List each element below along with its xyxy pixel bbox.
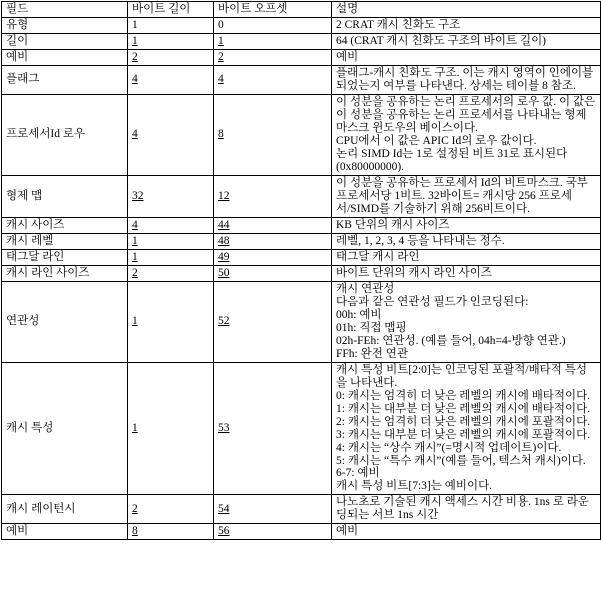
description-cell: 64 (CRAT 캐시 친화도 구조의 바이트 길이)	[332, 33, 601, 49]
byte-length-cell: 1	[128, 33, 214, 49]
table-row	[2, 495, 601, 524]
crat-cache-affinity-table	[1, 1, 601, 540]
byte-offset-cell: 49	[214, 249, 332, 265]
byte-length-cell: 2	[128, 265, 214, 281]
field-cell: 길이	[2, 33, 128, 49]
field-cell: 예비	[2, 49, 128, 65]
description-cell: 태그달 캐시 라인	[332, 249, 601, 265]
byte-length-cell: 1	[128, 233, 214, 249]
table-row	[2, 175, 601, 217]
table-row	[2, 249, 601, 265]
byte-length-cell: 1	[128, 281, 214, 362]
description-cell: 2 CRAT 캐시 친화도 구조	[332, 17, 601, 33]
field-cell: 캐시 레이턴시	[2, 495, 128, 524]
byte-length-cell: 1	[128, 362, 214, 495]
field-cell: 태그달 라인	[2, 249, 128, 265]
description-cell: 예비	[332, 524, 601, 540]
byte-offset-cell: 1	[214, 33, 332, 49]
table-row	[2, 65, 601, 94]
table-row	[2, 281, 601, 362]
description-cell: 이 성분을 공유하는 프로세서 Id의 비트마스크. 국부 프로세서당 1비트. 32바이트= 캐시당 256 프로세서/SIMD를 기술하기 위해 256비트이다.	[332, 175, 601, 217]
byte-length-cell: 8	[128, 524, 214, 540]
table-row	[2, 49, 601, 65]
table-row	[2, 33, 601, 49]
byte-offset-cell: 56	[214, 524, 332, 540]
byte-offset-cell: 12	[214, 175, 332, 217]
field-cell: 연관성	[2, 281, 128, 362]
field-cell: 플래그	[2, 65, 128, 94]
description-cell: 레벨, 1, 2, 3, 4 등을 나타내는 정수.	[332, 233, 601, 249]
byte-length-cell: 2	[128, 495, 214, 524]
byte-offset-cell: 50	[214, 265, 332, 281]
field-cell: 예비	[2, 524, 128, 540]
field-cell: 캐시 라인 사이즈	[2, 265, 128, 281]
field-cell: 유형	[2, 17, 128, 33]
byte-offset-cell: 48	[214, 233, 332, 249]
header-row	[2, 2, 601, 18]
description-cell: 나노초로 기술된 캐시 액세스 시간 비용. 1ns 로 라운딩되는 서브 1ns 시간	[332, 495, 601, 524]
description-cell: KB 단위의 캐시 사이즈	[332, 217, 601, 233]
col-header-field: 필드	[2, 2, 128, 18]
description-cell: 플래그-캐시 친화도 구조. 이는 캐시 영역이 인에이블되었는지 여부를 나타낸다. 상세는 테이블 8 참조.	[332, 65, 601, 94]
byte-length-cell: 32	[128, 175, 214, 217]
col-header-byte-offset: 바이트 오프셋	[214, 2, 332, 18]
field-cell: 형제 맵	[2, 175, 128, 217]
byte-length-cell: 4	[128, 65, 214, 94]
col-header-byte-length: 바이트 길이	[128, 2, 214, 18]
table-row	[2, 217, 601, 233]
field-cell: 캐시 레벨	[2, 233, 128, 249]
byte-offset-cell: 44	[214, 217, 332, 233]
byte-length-cell: 4	[128, 217, 214, 233]
description-cell: 이 성분을 공유하는 논리 프로세서의 로우 값. 이 값은 이 성분을 공유하는 논리 프로세서를 나타내는 형제 마스크 윈도우의 베이스이다. CPU에서 이 값은 APIC Id의 로우 값이다. 논리 SIMD Id는 1로 설정된 비트 31로 표시된다(0x80000000).	[332, 94, 601, 175]
description-cell: 캐시 특성 비트[2:0]는 인코딩된 포괄적/배타적 특성을 나타낸다. 0: 캐시는 엄격히 더 낮은 레벨의 캐시에 배타적이다. 1: 캐시는 대부분 더 낮은 레벨의 캐시에 배타적이다. 2: 캐시는 엄격히 더 낮은 레벨의 캐시에 포괄적이다. 3: 캐시는 대부분 더 낮은 레벨의 캐시에 포괄적이다. 4: 캐시는 “상수 캐시”(=명시적 업데이트)이다. 5: 캐시는 “특수 캐시”(예를 들어, 텍스처 캐시)이다. 6-7: 예비 캐시 특성 비트[7:3]는 예비이다.	[332, 362, 601, 495]
byte-length-cell: 4	[128, 94, 214, 175]
byte-offset-cell: 4	[214, 65, 332, 94]
table-body	[2, 17, 601, 539]
byte-length-cell: 1	[128, 249, 214, 265]
byte-length-cell: 2	[128, 49, 214, 65]
byte-offset-cell: 54	[214, 495, 332, 524]
field-cell: 캐시 특성	[2, 362, 128, 495]
byte-offset-cell: 2	[214, 49, 332, 65]
description-cell: 캐시 연관성 다음과 같은 연관성 필드가 인코딩된다: 00h: 예비 01h: 직접 맵핑 02h-FEh: 연관성. (예를 들어, 04h=4-방향 연관.) FFh: 완전 연관	[332, 281, 601, 362]
description-cell: 바이트 단위의 캐시 라인 사이즈	[332, 265, 601, 281]
field-cell: 프로세서Id 로우	[2, 94, 128, 175]
byte-offset-cell: 8	[214, 94, 332, 175]
col-header-description: 설명	[332, 2, 601, 18]
byte-offset-cell: 52	[214, 281, 332, 362]
table-row	[2, 524, 601, 540]
description-cell: 예비	[332, 49, 601, 65]
field-cell: 캐시 사이즈	[2, 217, 128, 233]
table-row	[2, 233, 601, 249]
table-row	[2, 94, 601, 175]
table-row	[2, 362, 601, 495]
byte-length-cell: 1	[128, 17, 214, 33]
byte-offset-cell: 53	[214, 362, 332, 495]
byte-offset-cell: 0	[214, 17, 332, 33]
table-row	[2, 265, 601, 281]
table-row	[2, 17, 601, 33]
